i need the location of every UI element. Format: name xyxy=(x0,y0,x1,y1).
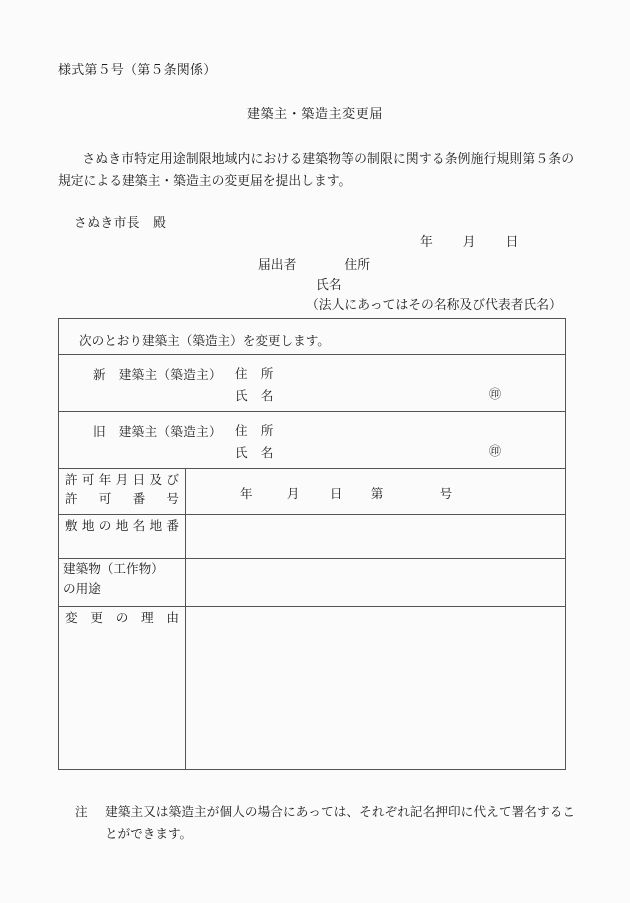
submitter-address-label: 住所 xyxy=(344,258,370,272)
use-label-line1: 建築物（工作物） xyxy=(63,562,164,576)
reason-label-cell xyxy=(59,607,186,770)
form-code: 様式第５号（第５条関係） xyxy=(58,62,217,77)
table-row-reason xyxy=(59,607,566,770)
table-row-use xyxy=(59,559,566,607)
permit-label-line2: 許可番号 xyxy=(65,492,179,506)
footer-note xyxy=(75,802,575,845)
permit-number-prefix: 第 xyxy=(370,487,384,501)
submitter-address-row xyxy=(258,256,562,276)
submitter-corporate-note: （法人にあってはその名称及び代表者氏名） xyxy=(306,297,562,312)
table-row-lead xyxy=(59,319,566,355)
new-party-fields xyxy=(235,364,274,407)
submitter-block xyxy=(258,256,562,316)
submitter-corporate-row xyxy=(258,296,562,316)
table-row-permit xyxy=(59,469,566,515)
table-row-old-party xyxy=(59,412,566,469)
old-party-cell[interactable] xyxy=(59,412,566,469)
new-party-name-label: 氏 名 xyxy=(235,388,274,403)
use-label-line2: の用途 xyxy=(63,582,101,597)
submitter-name-label: 氏名 xyxy=(316,277,342,292)
permit-value-cell[interactable] xyxy=(186,469,566,515)
reason-label: 変更の理由 xyxy=(65,611,179,625)
use-label-cell xyxy=(59,559,186,607)
new-party-address-label: 住 所 xyxy=(235,367,274,381)
permit-day-label: 日 xyxy=(329,487,343,501)
table-row-new-party xyxy=(59,355,566,412)
footer-note-body xyxy=(75,802,575,845)
permit-value-line xyxy=(186,469,565,502)
old-party-label: 旧 建築主（築造主） xyxy=(93,425,222,439)
permit-number-suffix: 号 xyxy=(439,487,453,501)
date-year-label: 年 xyxy=(420,235,433,249)
change-notification-table xyxy=(58,318,566,770)
seal-icon-old: ㊞ xyxy=(489,444,502,458)
site-label-cell xyxy=(59,515,186,559)
document-title: 建築主・築造主変更届 xyxy=(246,106,383,121)
date-month-label: 月 xyxy=(462,235,476,249)
old-party-address-label: 住 所 xyxy=(235,424,274,438)
intro-paragraph: さぬき市特定用途制限地域内における建築物等の制限に関する条例施行規則第５条の規定による建築主・築造主の変更届を提出します。 xyxy=(58,152,575,188)
site-value-cell[interactable] xyxy=(186,515,566,559)
site-label: 敷地の地名地番 xyxy=(65,519,179,533)
footer-note-marker: 注 xyxy=(75,805,88,819)
submitter-label: 届出者 xyxy=(258,258,297,272)
addressee-line: さぬき市長 殿 xyxy=(74,216,167,230)
reason-value-cell[interactable] xyxy=(186,607,566,770)
permit-label-line1: 許可年月日及び xyxy=(65,473,179,487)
permit-year-label: 年 xyxy=(240,487,253,501)
permit-label-cell xyxy=(59,469,186,515)
table-row-site xyxy=(59,515,566,559)
permit-month-label: 月 xyxy=(286,487,300,501)
lead-statement-cell xyxy=(59,319,566,355)
footer-note-text: 建築主又は築造主が個人の場合にあっては、それぞれ記名押印に代えて署名することができます。 xyxy=(105,805,575,841)
date-day-label: 日 xyxy=(505,235,519,249)
new-party-cell[interactable] xyxy=(59,355,566,412)
seal-icon-new: ㊞ xyxy=(489,387,502,401)
date-line xyxy=(420,231,518,250)
old-party-fields xyxy=(235,421,274,464)
lead-statement: 次のとおり建築主（築造主）を変更します。 xyxy=(79,334,330,348)
use-value-cell[interactable] xyxy=(186,559,566,607)
submitter-name-row xyxy=(258,276,562,296)
old-party-name-label: 氏 名 xyxy=(235,445,274,460)
new-party-label: 新 建築主（築造主） xyxy=(93,368,222,382)
